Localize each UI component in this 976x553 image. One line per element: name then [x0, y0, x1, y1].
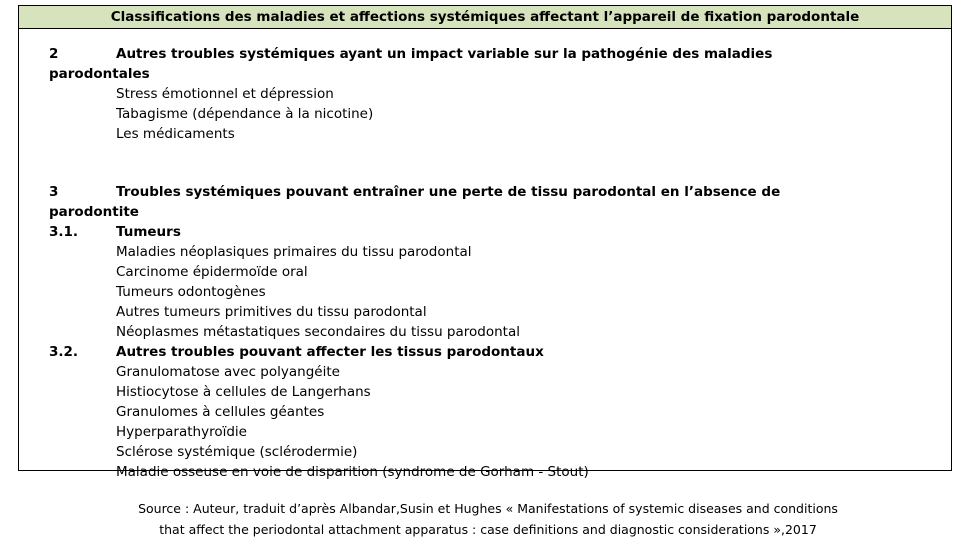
- section-3-number: 3: [49, 184, 59, 200]
- source-line-2: that affect the periodontal attachment apparatus : case definitions and diagnostic considerations »,2017: [159, 522, 817, 537]
- list-item: Maladies néoplasiques primaires du tissu parodontal: [116, 244, 472, 260]
- list-item: Néoplasmes métastatiques secondaires du tissu parodontal: [116, 324, 520, 340]
- list-item: Les médicaments: [116, 126, 235, 142]
- list-item: Granulomatose avec polyangéite: [116, 364, 340, 380]
- source-line-1: Source : Auteur, traduit d’après Albandar,Susin et Hughes « Manifestations of systemic diseases and conditions: [138, 501, 838, 516]
- list-item: Granulomes à cellules géantes: [116, 404, 325, 420]
- table-header: Classifications des maladies et affections systémiques affectant l’appareil de fixation parodontale: [19, 6, 951, 29]
- subsection-3-2-number: 3.2.: [49, 344, 79, 360]
- list-item: Carcinome épidermoïde oral: [116, 264, 308, 280]
- section-3-title: Troubles systémiques pouvant entraîner une perte de tissu parodontal en l’absence de: [116, 184, 781, 200]
- list-item: Maladie osseuse en voie de disparition (syndrome de Gorham - Stout): [116, 464, 589, 480]
- section-2-title-cont: parodontales: [49, 66, 150, 82]
- list-item: Sclérose systémique (sclérodermie): [116, 444, 358, 460]
- section-3-title-cont: parodontite: [49, 204, 139, 220]
- list-item: Autres tumeurs primitives du tissu parodontal: [116, 304, 427, 320]
- list-item: Tumeurs odontogènes: [116, 284, 266, 300]
- subsection-3-2-title: Autres troubles pouvant affecter les tissus parodontaux: [116, 344, 544, 360]
- list-item: Histiocytose à cellules de Langerhans: [116, 384, 371, 400]
- subsection-3-1-title: Tumeurs: [116, 224, 181, 240]
- section-2-title: Autres troubles systémiques ayant un impact variable sur la pathogénie des maladies: [116, 46, 773, 62]
- classification-table: [18, 5, 952, 480]
- list-item: Hyperparathyroïdie: [116, 424, 247, 440]
- subsection-3-1-number: 3.1.: [49, 224, 79, 240]
- list-item: Stress émotionnel et dépression: [116, 86, 334, 102]
- list-item: Tabagisme (dépendance à la nicotine): [116, 106, 374, 122]
- section-2-number: 2: [49, 46, 59, 62]
